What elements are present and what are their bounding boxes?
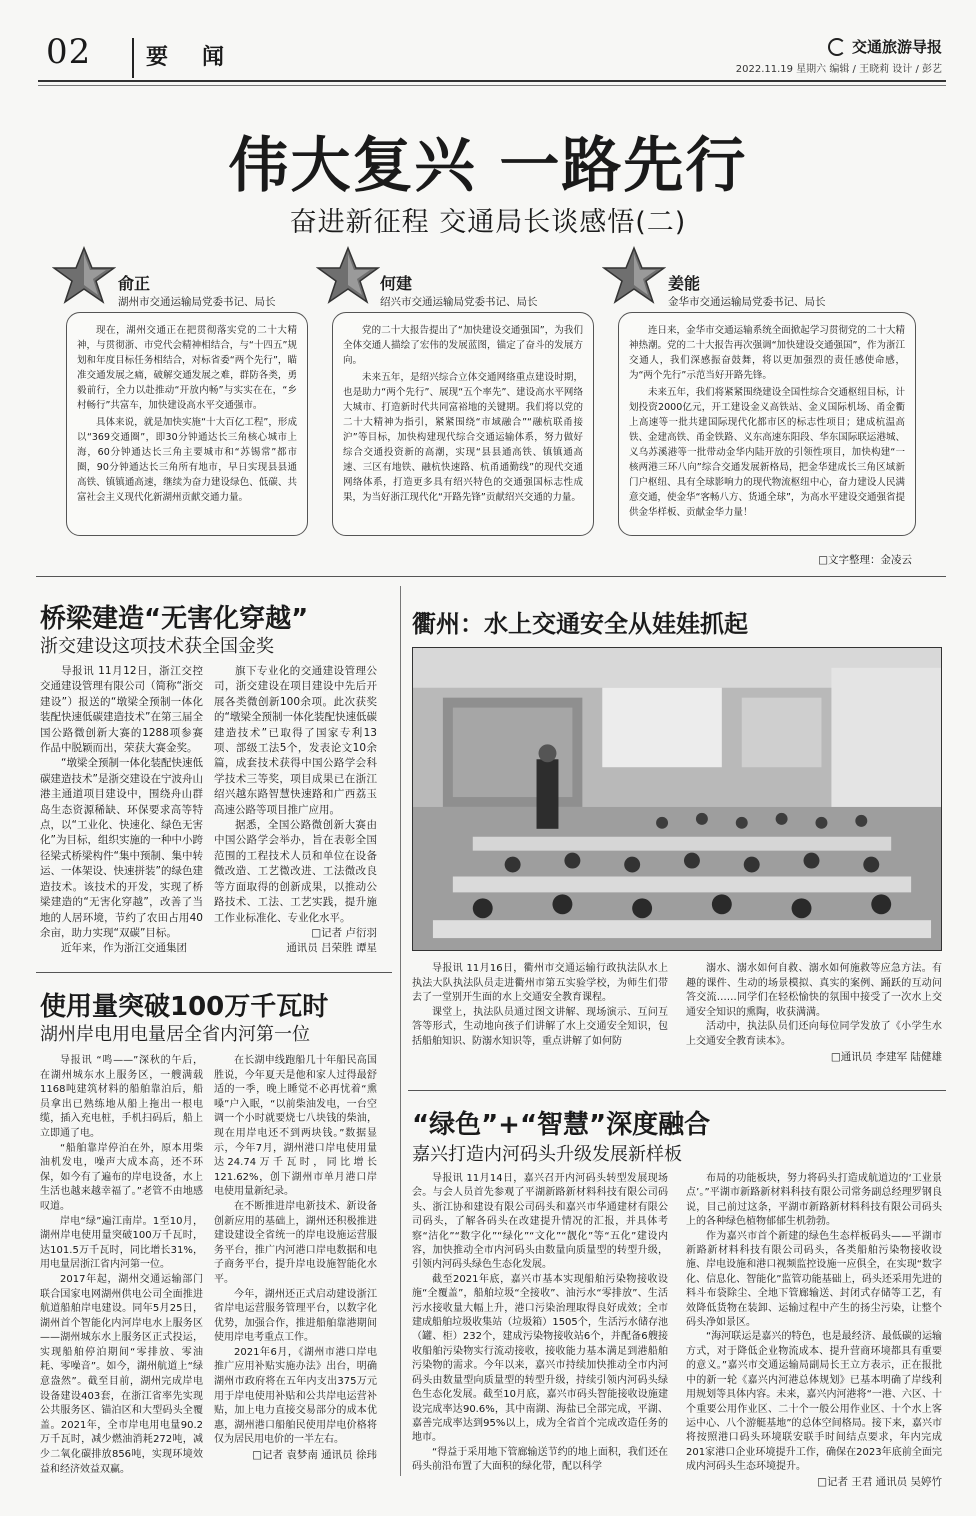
speaker-position: 湖州市交通运输局党委书记、局长	[118, 296, 276, 308]
article-column	[412, 962, 668, 1050]
article-paragraph: “海河联运是嘉兴的特色，也是最经济、最低碳的运输方式，对于降低企业物流成本、提升营商环境都具有重要的意义。”嘉兴市交通运输局副局长王立方表示，正在报批中的新一轮《嘉兴内河港总体规划》已基本明确了岸线利用规划等具体内容。未来，嘉兴内河港将“一港、六区、十个重要公用作业区、二十个一般公用作业区、十个水上客运中心、八个游艇基地”的总体空间格局。接下来，嘉兴市将按照港口码头环境联安联手时间结点要求，年内完成201家港口企业环境提升工作，确保在2023年底前全面完成内河码头生态环境提升。	[686, 1331, 942, 1473]
article-title: “绿色”+“智慧”深度融合	[412, 1110, 711, 1140]
article-subtitle: 浙交建设这项技术获全国金奖	[40, 636, 274, 657]
article-column	[214, 1054, 377, 1463]
speaker-statement	[66, 312, 308, 536]
statement-paragraph: 现在，湖州交通正在把贯彻落实党的二十大精神，与贯彻浙、市党代会精神相结合，与“十四五”规划和年度目标任务相结合，对标省委“两个先行”，瞄准交通发展之痛，破解交通发展之难，群防各类，勇毅前行，全力以赴推动“开放内畅”与实实在在，“乡村畅行”共富车，加快建设高水平交通强市。	[77, 325, 297, 411]
brand-logo-icon	[828, 38, 846, 56]
article-title: 桥梁建造“无害化穿越”	[40, 604, 309, 634]
article-paragraph: 在不断推进岸电新技术、新设备创新应用的基础上，湖州还积极推进建设建设全省统一的岸电设施运营服务平台，推广内河港口岸电数据和电子商务平台，提升岸电设施智能化水平。	[214, 1200, 377, 1285]
brand-name: 交通旅游导报	[851, 38, 942, 56]
lead-subtitle: 奋进新征程 交通局长谈感悟(二)	[289, 207, 687, 238]
star-icon	[316, 246, 380, 304]
section-rule	[36, 576, 946, 577]
article-byline: □记者 王君 通讯员 吴婷竹	[817, 1475, 942, 1488]
statement-paragraph: 具体来说，就是加快实施“十大百亿工程”，形成以“369交通圈”，即30分钟通达长三角核心城市上海，60分钟通达长三角主要城市和“苏锡常”都市圈，90分钟通达长三角所有地市，早日实现县县通高铁、镇镇通高速，继续为奋力建设绿色、低碳、共富社会主义现代化新湖州贡献交通力量。	[77, 417, 297, 503]
header-rule	[38, 80, 946, 82]
article-paragraph: 导报讯 11月16日，衢州市交通运输行政执法队水上执法大队执法队员走进衢州市第五实验学校，为师生们带去了一堂别开生面的水上交通安全教育课程。	[412, 963, 668, 1004]
article-paragraph: 布局的功能板块，努力将码头打造成航道边的‘工业景点’。”平湖市新路新材料科技有限公司常务副总经理罗钢良说，目己前过这条，平湖市新路新材料科技有限公司码头上的各种绿色植物郁郁生机勃勃。	[686, 1173, 942, 1228]
page-number: 02	[46, 32, 92, 72]
article-byline: □记者 卢衍羽	[311, 926, 377, 939]
statement-paragraph: 未来五年，我们将紧紧围绕建设全国性综合交通枢纽目标，计划投资2000亿元，开工建设金义高铁站、金义国际机场、甬金衢上高速等一批共建国际现代化都市区的标志性项目；建成杭温高铁、金建高铁、甬金铁路、义东高速东阳段、华东国际联运港城、义乌苏溪港等一批带动金华内陆开放的引领性项目，加快构建“一核两港三环八向”综合交通发展新格局，把金华建成长三角区域新门户枢纽、具有全球影响力的现代物流枢纽中心，奋力建设人民满意交通，使金华“客畅八方、货通全球”，为高水平建设交通强省提供金华样板、贡献金华力量！	[629, 387, 905, 518]
speaker-statement	[618, 312, 916, 536]
article-paragraph: 溺水、溺水如何自救、溺水如何施救等应急方法。有趣的课件、生动的场景模拟、真实的案例、踊跃的互动问答交流……同学们在轻松愉快的氛围中接受了一次水上交通安全知识的熏陶，收获满满。	[686, 963, 942, 1018]
lead-title: 伟大复兴 一路先行	[228, 131, 748, 201]
article-paragraph: 截至2021年底，嘉兴市基本实现船舶污染物接收设施“全覆盖”，船舶垃圾“全接收”、油污水“零排放”、生活污水接收量大幅上升，港口污染治理取得良好成效；全市建成船舶垃圾收集站（垃圾箱）1505个，生活污水储存池（罐、柜）232个，建成污染物接收站6个，并配备6艘接收船舶污染物实行流动接收，接收能力基本满足到港船舶污染物的需求。今年以来，嘉兴市持续加快推动全市内河码头由数量型向质量型的转型升级，持续引领内河码头绿色生态化发展。截至10月底，嘉兴市码头智能接收设施建设完成率达90.6%，其中南湖、海盐已全部完成，平湖、嘉善完成率达到95%以上，成为全省首个完成改造任务的地市。	[412, 1273, 668, 1444]
article-column	[412, 1172, 668, 1475]
article-column	[686, 1172, 942, 1489]
article-column	[686, 962, 942, 1064]
speaker-name: 俞正	[118, 274, 151, 293]
article-paragraph: 作为嘉兴市首个新建的绿色生态样板码头——平湖市新路新材料科技有限公司码头，各类船舶污染物接收设施、岸电设施和港口视频监控设施一应俱全，在实现“数字化、信息化、智能化”监管功能基础上，码头还采用先进的料斗布袋除尘、全地下管廊输送、封闭式存储等工艺，有效降低货物在装卸、运输过程中产生的扬尘污染，让整个码头净如景区。	[686, 1230, 942, 1329]
newspaper-brand	[828, 36, 942, 57]
star-icon	[602, 246, 666, 304]
article-paragraph: 导报讯 “鸣——”深秋的午后，在湖州城东水上服务区，一艘满载1168吨建筑材料的船舶靠泊后，船员拿出已熟练地从船上拖出一根电缆，插入充电桩，手机扫码后，船上立即通了电。	[40, 1055, 203, 1139]
article-paragraph: 2021年6月，《湖州市港口岸电推广应用补贴实施办法》出台，明确湖州市政府将在五年内支出375万元用于岸电使用补贴和公共岸电运营补贴，加上电力直接交易部分的成本优惠，湖州港口船舶民使用岸电价格将仅为居民用电价的一半左右。	[214, 1346, 377, 1446]
speaker-position: 金华市交通运输局党委书记、局长	[668, 296, 826, 308]
speaker-name: 何建	[380, 274, 413, 293]
statement-paragraph: 党的二十大报告提出了“加快建设交通强国”，为我们全体交通人描绘了宏伟的发展蓝图，锚定了奋斗的发展方向。	[343, 325, 583, 366]
star-icon	[52, 246, 116, 304]
classroom-photo	[412, 647, 942, 951]
article-byline: □记者 袁梦南 通讯员 徐玮	[252, 1449, 377, 1462]
speaker-name: 姜能	[668, 274, 701, 293]
article-paragraph: 在长湖申线跑船几十年船民高国胜说，今年夏天是他和家人过得最舒适的一季，晚上睡觉不必再忧着“熏嗓”户入眠，“以前柴油发电，一台空调一个小时就要烧七八块钱的柴油，现在用岸电还不到两块钱。”数据显示，今年7月，湖州港口岸电使用量达24.74万千瓦时，同比增长121.62%，创下湖州市单月港口岸电使用量新纪录。	[214, 1055, 377, 1198]
article-column	[40, 664, 203, 957]
statement-paragraph: 未来五年，是绍兴综合立体交通网络重点建设时期，也是助力“两个先行”、展现“五个率先”、建设高水平网络大城市、打造新时代共同富裕地的关键期。我们将以党的二十大精神为指引，紧紧围绕“市域融合”“融杭联甬接沪”等目标，加快构建现代综合交通运输体系，努力做好综合交通投资新的高潮，实现“县县通高铁、镇镇通高速、三区有地铁、融杭快速路、杭甬通勤线”的现代交通网络体系，打造更多具有绍兴特色的交通强国标志性成果，为当好浙江现代化“开路先锋”贡献绍兴交通的力量。	[343, 372, 583, 503]
article-paragraph: “船舶靠岸停泊在外，原本用柴油机发电，噪声大成本高，还不环保，如今有了遍布的岸电设备，水上生活也越来越幸福了。”老管不由地感叹道。	[40, 1142, 203, 1212]
article-paragraph: 2017年起，湖州交通运输部门联合国家电网湖州供电公司全面推进航道船舶岸电建设。同年5月25日，湖州首个智能化内河岸电水上服务区——湖州城东水上服务区正式投运，实现船舶停泊期间“零排放、零油耗、零噪音”。如今，湖州航道上“绿意盎然”。截至目前，湖州完成岸电设备建设403套，在浙江省率先实现公共服务区、锚泊区和大型码头全覆盖。2021年，全市岸电用电量90.2万千瓦时，减少燃油消耗272吨，减少二氧化碳排放856吨，实现环境效益和经济效益双赢。	[40, 1273, 203, 1475]
article-subtitle: 湖州岸电用电量居全省内河第一位	[40, 1024, 310, 1045]
article-paragraph: 课堂上，执法队员通过图文讲解、现场演示、互问互答等形式，生动地向孩子们讲解了水上交通安全知识，包括船舶知识、防溺水知识等，重点讲解了如何防	[412, 1006, 668, 1047]
statement-paragraph: 连日来，金华市交通运输系统全面掀起学习贯彻党的二十大精神热潮。党的二十大报告再次强调“加快建设交通强国”，作为浙江交通人，我们深感振奋鼓舞，将以更加强烈的责任感使命感，为“两个先行”示范当好开路先锋。	[629, 325, 905, 381]
speaker-statement	[332, 312, 594, 536]
article-paragraph: “得益于采用地下管廊输送节约的地上面积，我们还在码头前沿布置了大面积的绿化带，配以科学	[412, 1446, 668, 1473]
article-paragraph: 近年来，作为浙江交通集团	[61, 942, 187, 955]
article-paragraph: 导报讯 11月12日，浙江交控交通建设管理有限公司（简称“浙交建设”）报送的“墩梁全预制一体化装配快速低碳建造技术”在第三届全国公路微创新大赛的1288项参赛作品中脱颖而出，荣获大赛金奖。	[40, 665, 203, 755]
article-rule	[36, 972, 392, 973]
speaker-position: 绍兴市交通运输局党委书记、局长	[380, 296, 538, 308]
article-paragraph: 旗下专业化的交通建设管理公司，浙交建设在项目建设中先后开展各类微创新100余项。此次获奖的“墩梁全预制一体化装配快速低碳建造技术”已取得了国家专利13项、部级工法5个，发表论文10余篇，成套技术获得中国公路学会科学技术三等奖，项目成果已在浙江绍兴越东路智慧快速路和广西荔玉高速公路等项目推广应用。	[214, 665, 377, 816]
classroom-image	[413, 648, 941, 950]
article-byline: 通讯员 吕荣胜 谭星	[286, 942, 377, 955]
article-rule	[408, 1090, 946, 1091]
article-paragraph: “墩梁全预制一体化装配快速低碳建造技术”是浙交建设在宁波舟山港主通道项目建设中，围绕舟山群岛生态资源稀缺、环保要求高等特点，以“工业化、快速化、绿色无害化”为目标，组织实施的一种中小跨径梁式桥梁构件“集中预制、集中转运、一体架设、快速拼装”的绿色建造技术。该技术的开发，实现了桥梁建造的“无害化穿越”，改善了当地的人居环境，节约了农田占用40余亩，助力实现“双碳”目标。	[40, 757, 203, 939]
article-paragraph: 今年，湖州还正式启动建设浙江省岸电运营服务管理平台，以数字化优势，加强合作，推进船舶靠港期间使用岸电考重点工作。	[214, 1288, 377, 1344]
article-paragraph: 据悉，全国公路微创新大赛由中国公路学会举办，旨在表彰全国范围的工程技术人员和单位在设备微改造、工艺微改进、工法微改良等方面取得的创新成果，以推动公路技术、工法、工艺实践，提升施工作业标准化、专业化水平。	[214, 819, 377, 924]
article-title: 使用量突破100万千瓦时	[40, 992, 329, 1022]
lead-credit: □文字整理：金凌云	[818, 554, 912, 566]
article-title: 衢州：水上交通安全从娃娃抓起	[412, 610, 748, 638]
article-paragraph: 导报讯 11月14日，嘉兴召开内河码头转型发展现场会。与会人员首先参观了平湖新路新材料科技有限公司码头、浙江协和建设有限公司码头和嘉兴市华通建材有限公司码头，了解各码头在改建提升情况的汇报，并具体考察“洁化”“数字化”“绿化”“文化”“靓化”等“五化”建设内容，加快推动全市内河码头由数量向质量型的转型升级，引领内河码头绿色生态化发展。	[412, 1173, 668, 1271]
article-paragraph: 岸电“绿”遍江南岸。1至10月，湖州岸电使用量突破100万千瓦时，达101.5万千瓦时，同比增长31%，用电量居浙江省内河第一位。	[40, 1215, 203, 1271]
header-rule-thin	[38, 85, 946, 86]
article-subtitle: 嘉兴打造内河码头升级发展新样板	[412, 1144, 682, 1165]
article-paragraph: 活动中，执法队员们还向每位同学发放了《小学生水上交通安全教育读本》。	[686, 1021, 942, 1047]
column-rule	[400, 586, 401, 1476]
header-divider	[132, 38, 134, 78]
article-column	[214, 664, 377, 957]
article-byline: □通讯员 李建军 陆健雄	[830, 1050, 942, 1063]
issue-line: 2022.11.19 星期六 编辑 / 王晓莉 设计 / 彭艺	[735, 64, 942, 75]
section-title: 要闻	[146, 45, 259, 70]
page-header	[38, 30, 946, 92]
article-column	[40, 1054, 203, 1477]
